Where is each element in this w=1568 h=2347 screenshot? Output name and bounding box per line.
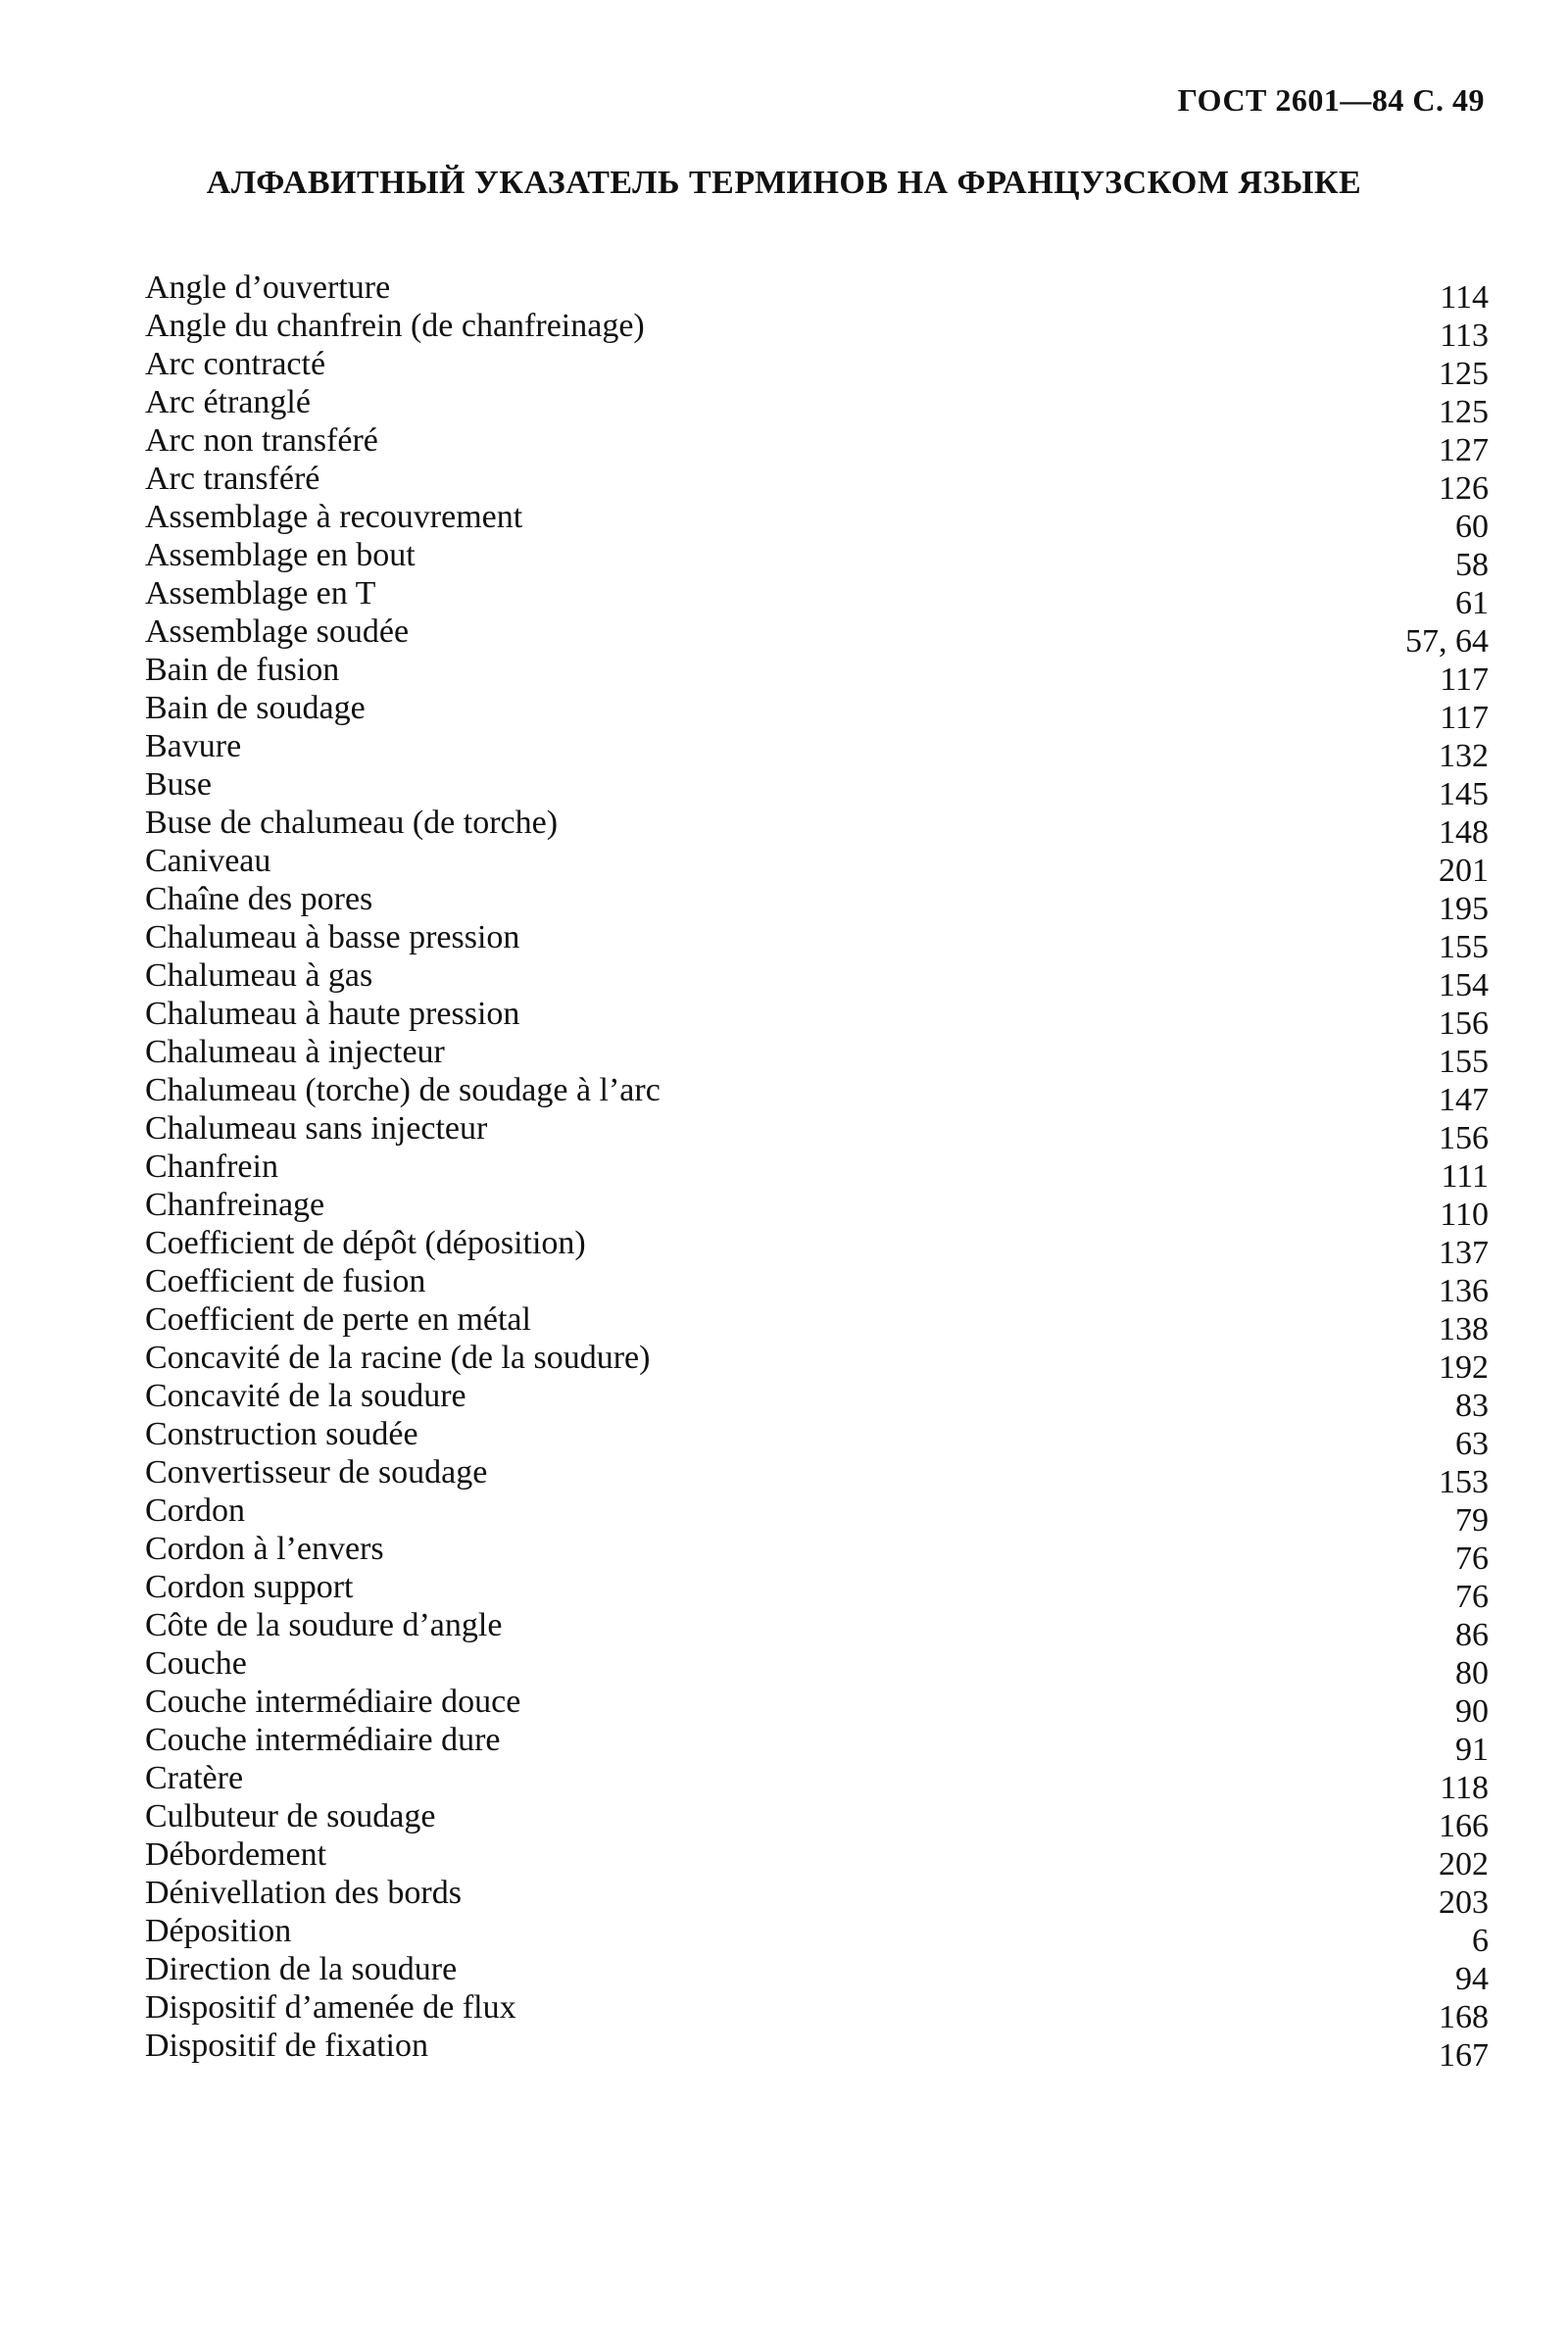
index-entry: [145, 1835, 1489, 1882]
index-entry: [145, 345, 1489, 392]
index-page-number: 61: [1455, 585, 1489, 621]
index-page-number: 168: [1439, 1999, 1489, 2035]
index-page-number: 83: [1455, 1388, 1489, 1424]
index-page-number: 138: [1439, 1311, 1489, 1347]
index-entry: [145, 383, 1489, 430]
index-entry: [145, 612, 1489, 660]
index-page-number: 154: [1439, 967, 1489, 1003]
index-entry: [145, 956, 1489, 1003]
index-page-number: 156: [1439, 1120, 1489, 1156]
index-entry: [145, 1109, 1489, 1156]
index-term: Chalumeau à haute pression: [145, 996, 520, 1032]
index-entry: [145, 727, 1489, 774]
index-term: Angle d’ouverture: [145, 269, 391, 306]
index-entry: [145, 995, 1489, 1042]
index-page-number: 117: [1440, 700, 1489, 736]
index-term: Bavure: [145, 728, 242, 764]
index-entry: [145, 1491, 1489, 1539]
index-entry: [145, 918, 1489, 965]
index-page-number: 60: [1455, 509, 1489, 545]
index-entry: [145, 1071, 1489, 1118]
index-term: Direction de la soudure: [145, 1951, 458, 1987]
index-entry: [145, 1759, 1489, 1806]
index-entry: [145, 2027, 1489, 2074]
index-entry: [145, 1530, 1489, 1577]
index-page-number: 155: [1439, 929, 1489, 965]
index-entry: [145, 1912, 1489, 1959]
index-entry: [145, 1644, 1489, 1691]
index-term: Chaîne des pores: [145, 881, 373, 917]
index-term: Coefficient de dépôt (déposition): [145, 1225, 586, 1261]
index-entry: [145, 460, 1489, 507]
index-term: Débordement: [145, 1836, 327, 1873]
index-entry: [145, 689, 1489, 736]
index-page-number: 137: [1439, 1235, 1489, 1271]
index-entry: [145, 765, 1489, 812]
index-term: Cratère: [145, 1760, 244, 1796]
index-entry: [145, 804, 1489, 851]
index-term: Cordon: [145, 1492, 245, 1529]
index-page-number: 90: [1455, 1693, 1489, 1730]
index-term: Coefficient de perte en métal: [145, 1301, 531, 1338]
index-entry: [145, 421, 1489, 468]
index-term: Assemblage soudée: [145, 613, 410, 650]
index-page-number: 166: [1439, 1808, 1489, 1844]
index-term: Buse de chalumeau (de torche): [145, 805, 559, 841]
index-entry: [145, 1300, 1489, 1347]
index-term: Angle du chanfrein (de chanfreinage): [145, 308, 645, 344]
index-page-number: 127: [1439, 432, 1489, 468]
index-term: Couche intermédiaire douce: [145, 1684, 521, 1720]
index-term: Arc contracté: [145, 346, 326, 382]
index-entry: [145, 498, 1489, 545]
index-page-number: 58: [1455, 547, 1489, 583]
index-entry: [145, 1874, 1489, 1921]
index-entry: [145, 651, 1489, 698]
index-entry: [145, 880, 1489, 927]
index-page-number: 6: [1472, 1923, 1489, 1959]
index-term: Dénivellation des bords: [145, 1875, 462, 1911]
index-page-number: 145: [1439, 776, 1489, 812]
index-term: Cordon à l’envers: [145, 1531, 384, 1567]
index-entry: [145, 1033, 1489, 1080]
index-entry: [145, 1262, 1489, 1309]
index-page-number: 132: [1439, 738, 1489, 774]
index-page-number: 153: [1439, 1464, 1489, 1500]
index-page-number: 117: [1440, 661, 1489, 698]
index-page-number: 125: [1439, 394, 1489, 430]
index-term: Convertisseur de soudage: [145, 1454, 488, 1491]
index-page-number: 57, 64: [1405, 623, 1489, 660]
index-term: Chalumeau à injecteur: [145, 1034, 445, 1070]
index-page-number: 118: [1440, 1770, 1489, 1806]
index-page-number: 126: [1439, 470, 1489, 507]
index-term: Couche intermédiaire dure: [145, 1722, 501, 1758]
index-term: Arc transféré: [145, 461, 320, 497]
index-page-number: 86: [1455, 1617, 1489, 1653]
index-page-number: 110: [1440, 1197, 1489, 1233]
index-term: Buse: [145, 766, 212, 803]
term-index-list: [145, 269, 1489, 2074]
index-entry: [145, 842, 1489, 889]
index-term: Arc non transféré: [145, 422, 378, 459]
index-term: Chanfrein: [145, 1149, 278, 1185]
index-term: Chalumeau à basse pression: [145, 919, 520, 955]
index-term: Concavité de la soudure: [145, 1378, 466, 1414]
index-term: Assemblage en T: [145, 575, 376, 611]
index-term: Arc étranglé: [145, 384, 311, 420]
index-page-number: 125: [1439, 356, 1489, 392]
index-page-number: 156: [1439, 1005, 1489, 1042]
index-entry: [145, 1568, 1489, 1615]
index-entry: [145, 1683, 1489, 1730]
index-page-number: 136: [1439, 1273, 1489, 1309]
index-entry: [145, 269, 1489, 316]
index-page-number: 201: [1439, 853, 1489, 889]
index-term: Coefficient de fusion: [145, 1263, 426, 1299]
index-page-number: 203: [1439, 1884, 1489, 1921]
index-term: Assemblage en bout: [145, 537, 416, 573]
index-entry: [145, 1148, 1489, 1195]
index-page-number: 195: [1439, 891, 1489, 927]
index-entry: [145, 1797, 1489, 1844]
index-term: Bain de soudage: [145, 690, 366, 726]
index-entry: [145, 1339, 1489, 1386]
index-term: Chalumeau sans injecteur: [145, 1110, 488, 1147]
index-page-number: 76: [1455, 1579, 1489, 1615]
index-page-number: 76: [1455, 1540, 1489, 1577]
index-page-number: 63: [1455, 1426, 1489, 1462]
index-term: Dispositif de fixation: [145, 2028, 428, 2064]
index-entry: [145, 1950, 1489, 1997]
index-term: Déposition: [145, 1913, 292, 1949]
index-entry: [145, 307, 1489, 354]
index-term: Construction soudée: [145, 1416, 418, 1452]
index-term: Caniveau: [145, 843, 271, 879]
index-entry: [145, 574, 1489, 621]
index-term: Cordon support: [145, 1569, 354, 1605]
index-page-number: 79: [1455, 1502, 1489, 1539]
index-entry: [145, 1186, 1489, 1233]
index-entry: [145, 1224, 1489, 1271]
index-entry: [145, 1415, 1489, 1462]
index-page-number: 155: [1439, 1044, 1489, 1080]
index-term: Chanfreinage: [145, 1187, 325, 1223]
index-page-number: 94: [1455, 1961, 1489, 1997]
index-entry: [145, 1377, 1489, 1424]
page-title: АЛФАВИТНЫЙ УКАЗАТЕЛЬ ТЕРМИНОВ НА ФРАНЦУЗСКОМ ЯЗЫКЕ: [206, 165, 1362, 201]
index-page-number: 80: [1455, 1655, 1489, 1691]
index-term: Chalumeau à gas: [145, 957, 373, 994]
index-term: Concavité de la racine (de la soudure): [145, 1340, 651, 1376]
index-term: Couche: [145, 1645, 247, 1682]
index-page-number: 147: [1439, 1082, 1489, 1118]
page-header: ГОСТ 2601—84 С. 49: [1177, 82, 1485, 118]
index-term: Assemblage à recouvrement: [145, 499, 523, 535]
index-page-number: 192: [1439, 1349, 1489, 1386]
index-entry: [145, 1988, 1489, 2035]
index-page-number: 202: [1439, 1846, 1489, 1882]
index-page-number: 167: [1439, 2037, 1489, 2074]
index-term: Côte de la soudure d’angle: [145, 1607, 503, 1643]
index-term: Culbuteur de soudage: [145, 1798, 436, 1834]
index-page-number: 114: [1440, 279, 1489, 316]
index-entry: [145, 1606, 1489, 1653]
index-page-number: 91: [1455, 1732, 1489, 1768]
index-page-number: 111: [1441, 1158, 1489, 1195]
index-entry: [145, 1721, 1489, 1768]
index-entry: [145, 1453, 1489, 1500]
index-term: Bain de fusion: [145, 652, 340, 688]
index-term: Dispositif d’amenée de flux: [145, 1989, 516, 2026]
index-page-number: 148: [1439, 814, 1489, 851]
index-term: Chalumeau (torche) de soudage à l’arc: [145, 1072, 661, 1108]
index-page-number: 113: [1440, 318, 1489, 354]
index-entry: [145, 536, 1489, 583]
